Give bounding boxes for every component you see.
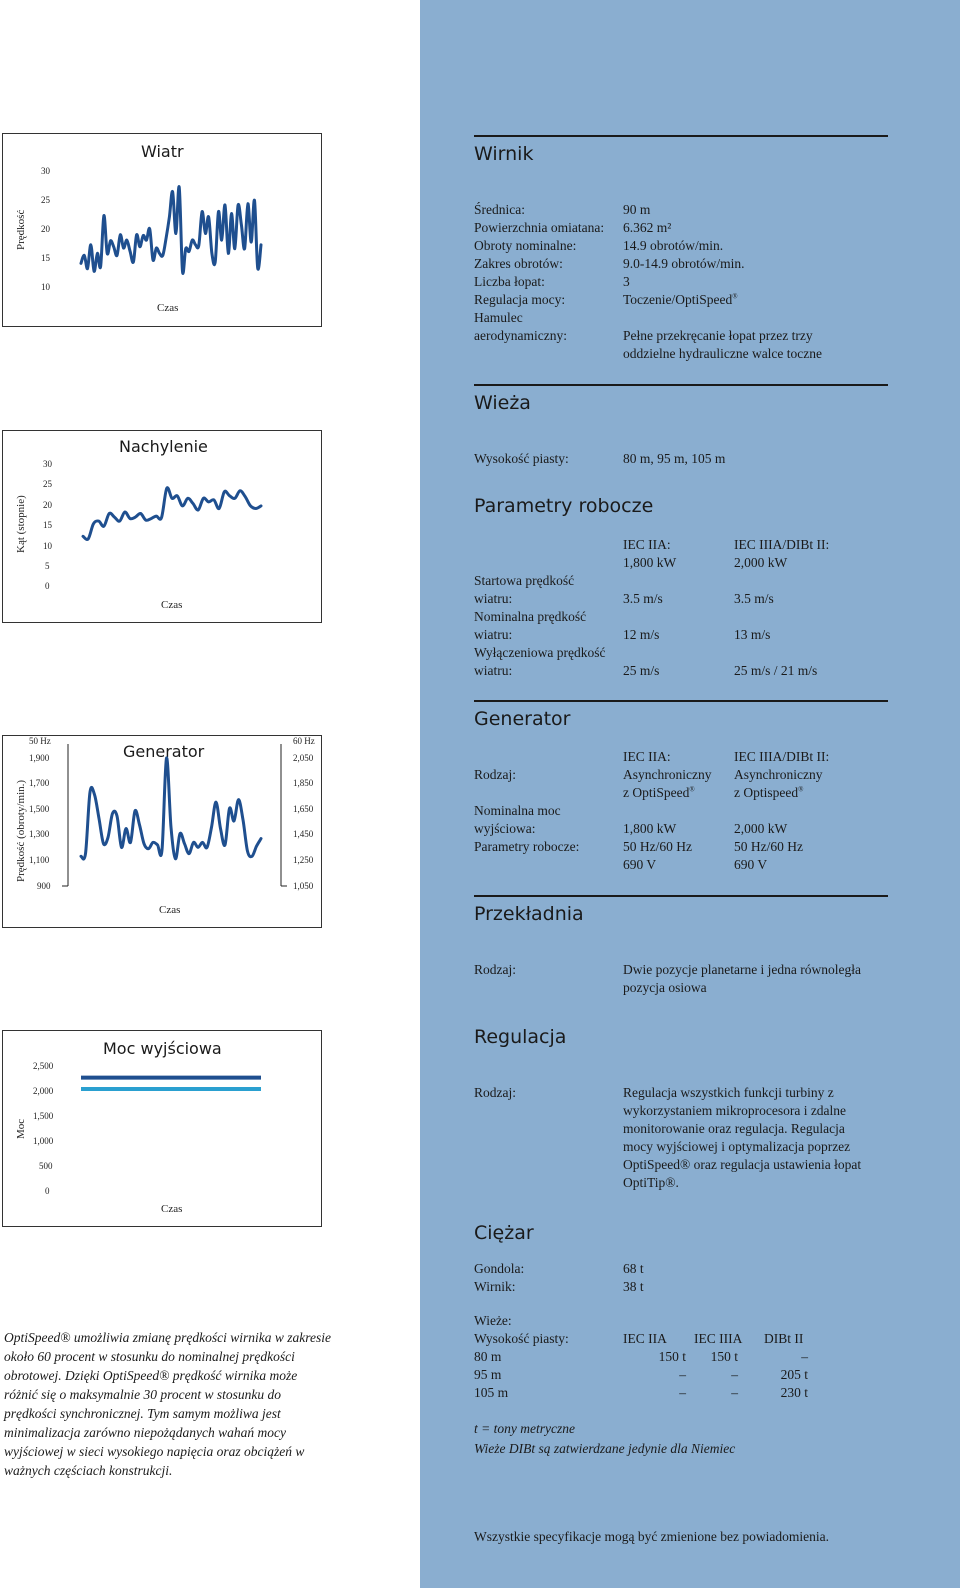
- spec-value: 12 m/s: [623, 627, 660, 642]
- chart-title: Nachylenie: [119, 437, 208, 456]
- tower-height: 95 m: [474, 1367, 502, 1382]
- spec-label: wiatru:: [474, 591, 513, 606]
- column-head: DIBt II: [764, 1331, 804, 1346]
- footer-disclaimer: Wszystkie specyfikacje mogą być zmienione bez powiadomienia.: [474, 1529, 829, 1544]
- spec-label: wiatru:: [474, 663, 513, 678]
- y-tick: 1,100: [29, 855, 50, 865]
- registered-mark: ®: [798, 785, 804, 794]
- chart-title: Generator: [123, 742, 205, 761]
- y2-tick: 1,250: [293, 855, 314, 865]
- section-heading-wirnik: Wirnik: [474, 143, 534, 165]
- y-tick: 15: [41, 253, 50, 263]
- y-tick: 1,700: [29, 778, 50, 788]
- tower-height: 105 m: [474, 1385, 509, 1400]
- section-heading-przekladnia: Przekładnia: [474, 903, 584, 925]
- pitch-chart: [2, 430, 322, 623]
- y-tick: 20: [41, 224, 50, 234]
- y-tick: 900: [37, 881, 51, 891]
- section-heading-ciezar: Ciężar: [474, 1222, 534, 1244]
- spec-value: Asynchroniczny: [734, 767, 823, 782]
- y2-tick: 60 Hz: [293, 736, 315, 746]
- section-heading-generator: Generator: [474, 708, 571, 730]
- wind-plot: [3, 134, 321, 326]
- spec-value: Asynchroniczny: [623, 767, 712, 782]
- note-text: OptiSpeed® umożliwia zmianę prędkości wirnika w zakresie około 60 procent w stosunku do nominalnej prędkości obrotowej. Dzięki OptiSpeed® prędkość wirnika może różnić się o maksymalnie 30 procent w stosunku do prędkości synchronicznej. Tym samym możliwa jest minimalizacja zarówno niepożądanych wahań mocy wyjściowej w sieci wysokiego napięcia oraz obciążeń w ważnych częściach konstrukcji.: [4, 1330, 331, 1478]
- y-tick: 2,000: [33, 1086, 54, 1096]
- column-head: IEC IIIA: [694, 1331, 743, 1346]
- spec-label: Liczba łopat:: [474, 274, 545, 289]
- spec-value: 80 m, 95 m, 105 m: [623, 451, 726, 466]
- chart-xlabel: Czas: [159, 904, 181, 916]
- spec-label: Wieże:: [474, 1313, 512, 1328]
- y2-tick: 1,450: [293, 829, 314, 839]
- y-tick: 10: [41, 282, 50, 292]
- spec-value: 690 V: [734, 857, 768, 872]
- spec-value-text: Toczenie/OptiSpeed: [623, 292, 733, 307]
- spec-label: Parametry robocze:: [474, 839, 580, 854]
- generator-plot: [3, 736, 321, 927]
- spec-label: Obroty nominalne:: [474, 238, 577, 253]
- chart-ylabel: Moc: [15, 1118, 27, 1139]
- chart-xlabel: Czas: [157, 302, 179, 314]
- y-tick: 10: [43, 541, 52, 551]
- section-rule: [474, 384, 888, 386]
- spec-value: Pełne przekręcanie łopat przez trzy: [623, 328, 813, 343]
- spec-value: 6.362 m²: [623, 220, 672, 235]
- spec-label: Nominalna moc: [474, 803, 561, 818]
- y-tick: 2,500: [33, 1061, 54, 1071]
- chart-xlabel: Czas: [161, 1203, 183, 1215]
- chart-title: Moc wyjściowa: [103, 1039, 222, 1058]
- spec-value: 3.5 m/s: [734, 591, 774, 606]
- spec-value: 1,800 kW: [623, 555, 677, 570]
- spec-value: 3.5 m/s: [623, 591, 663, 606]
- y-tick: 30: [43, 459, 52, 469]
- spec-value: 2,000 kW: [734, 555, 788, 570]
- spec-value: 38 t: [623, 1279, 644, 1294]
- optispeed-note: [4, 1328, 334, 1480]
- tower-height: 80 m: [474, 1349, 502, 1364]
- spec-label: Wysokość piasty:: [474, 1331, 569, 1346]
- spec-value: oddzielne hydrauliczne walce toczne: [623, 346, 823, 361]
- spec-value: 9.0-14.9 obrotów/min.: [623, 256, 745, 271]
- section-heading-regulacja: Regulacja: [474, 1026, 567, 1048]
- spec-value: [623, 784, 695, 802]
- spec-value: 50 Hz/60 Hz: [734, 839, 803, 854]
- chart-title: Wiatr: [141, 142, 184, 161]
- spec-label: Rodzaj:: [474, 767, 516, 782]
- tower-weight: –: [679, 1385, 686, 1400]
- y2-tick: 1,050: [293, 881, 314, 891]
- y-tick: 1,500: [33, 1111, 54, 1121]
- y-tick: 25: [41, 195, 50, 205]
- spec-value: 25 m/s / 21 m/s: [734, 663, 818, 678]
- column-head: IEC IIA:: [623, 537, 671, 552]
- spec-value: 25 m/s: [623, 663, 660, 678]
- tower-weight: 205 t: [780, 1367, 808, 1382]
- column-head: IEC IIIA/DIBt II:: [734, 749, 830, 764]
- y-tick: 15: [43, 520, 52, 530]
- tower-weight: 230 t: [780, 1385, 808, 1400]
- pitch-plot: [3, 431, 321, 622]
- y-tick: 0: [45, 1186, 50, 1196]
- y-tick: 1,000: [33, 1136, 54, 1146]
- y-tick: 0: [45, 581, 50, 591]
- y2-tick: 1,850: [293, 778, 314, 788]
- spec-label: Startowa prędkość: [474, 573, 575, 588]
- spec-label: Rodzaj:: [474, 962, 516, 977]
- spec-label: Wysokość piasty:: [474, 451, 569, 466]
- spec-label: Rodzaj:: [474, 1085, 516, 1100]
- wind-chart: [2, 133, 322, 327]
- y-tick: 50 Hz: [29, 736, 51, 746]
- section-rule: [474, 895, 888, 897]
- tower-weight: –: [731, 1367, 738, 1382]
- pitch-series-line: [83, 488, 261, 540]
- registered-mark: ®: [689, 785, 695, 794]
- y-tick: 25: [43, 479, 52, 489]
- y-tick: 5: [45, 561, 50, 571]
- spec-value: 50 Hz/60 Hz: [623, 839, 692, 854]
- power-chart: [2, 1030, 322, 1227]
- spec-value: [623, 291, 738, 309]
- section-heading-wieza: Wieża: [474, 392, 531, 414]
- y-tick: 30: [41, 166, 50, 176]
- spec-value: Dwie pozycje planetarne i jedna równoległa pozycja osiowa: [623, 962, 862, 995]
- registered-mark: ®: [732, 292, 738, 301]
- spec-value: 90 m: [623, 202, 651, 217]
- column-head: IEC IIIA/DIBt II:: [734, 537, 830, 552]
- y-tick: 20: [43, 500, 52, 510]
- chart-xlabel: Czas: [161, 599, 183, 611]
- spec-value: Regulacja wszystkich funkcji turbiny z wykorzystaniem mikroprocesora i zdalne monitorowanie oraz regulacja. Regulacja mocy wyjściowej i optymalizacja poprzez OptiSpeed® oraz regulacja ustawienia łopat OptiTip®.: [623, 1085, 862, 1190]
- spec-value: 68 t: [623, 1261, 644, 1276]
- spec-label: Gondola:: [474, 1261, 525, 1276]
- weight-note: t = tony metryczne: [474, 1421, 575, 1436]
- y-tick: 500: [39, 1161, 53, 1171]
- column-head: IEC IIA:: [623, 749, 671, 764]
- spec-value: 14.9 obrotów/min.: [623, 238, 724, 253]
- section-rule: [474, 135, 888, 137]
- spec-label: Wyłączeniowa prędkość: [474, 645, 606, 660]
- wind-series-line: [81, 187, 261, 274]
- spec-label: Wirnik:: [474, 1279, 516, 1294]
- spec-label: wiatru:: [474, 627, 513, 642]
- generator-series-line: [81, 758, 261, 859]
- y2-tick: 1,650: [293, 804, 314, 814]
- y-tick: 1,300: [29, 829, 50, 839]
- spec-value-text: z Optispeed: [734, 785, 799, 800]
- spec-value: 2,000 kW: [734, 821, 788, 836]
- generator-chart: [2, 735, 322, 928]
- y-tick: 1,500: [29, 804, 50, 814]
- y2-tick: 2,050: [293, 753, 314, 763]
- spec-label: Średnica:: [474, 202, 525, 217]
- chart-ylabel: Kąt (stopnie): [15, 495, 27, 553]
- spec-label: Powierzchnia omiatana:: [474, 220, 605, 235]
- spec-value: 13 m/s: [734, 627, 771, 642]
- spec-label: Nominalna prędkość: [474, 609, 587, 624]
- spec-value: [734, 784, 803, 802]
- chart-ylabel: Prędkość: [15, 209, 27, 250]
- tower-weight: 150 t: [658, 1349, 686, 1364]
- tower-weight: –: [679, 1367, 686, 1382]
- spec-label: Regulacja mocy:: [474, 292, 566, 307]
- spec-value: 3: [623, 274, 630, 289]
- tower-weight: 150 t: [710, 1349, 738, 1364]
- spec-label: wyjściowa:: [474, 821, 536, 836]
- spec-label: Zakres obrotów:: [474, 256, 563, 271]
- section-rule: [474, 700, 888, 702]
- column-head: IEC IIA: [623, 1331, 667, 1346]
- weight-note: Wieże DIBt są zatwierdzane jedynie dla Niemiec: [474, 1441, 736, 1456]
- power-plot: [3, 1031, 321, 1226]
- spec-label: Hamulec: [474, 310, 523, 325]
- tower-weight: –: [731, 1385, 738, 1400]
- y-tick: 1,900: [29, 753, 50, 763]
- chart-ylabel: Prędkość (obroty/min.): [15, 779, 27, 882]
- spec-value-text: z OptiSpeed: [623, 785, 690, 800]
- spec-value: 690 V: [623, 857, 657, 872]
- tower-weight: –: [801, 1349, 808, 1364]
- section-heading-parametry: Parametry robocze: [474, 495, 654, 517]
- spec-value: 1,800 kW: [623, 821, 677, 836]
- spec-label: aerodynamiczny:: [474, 328, 567, 343]
